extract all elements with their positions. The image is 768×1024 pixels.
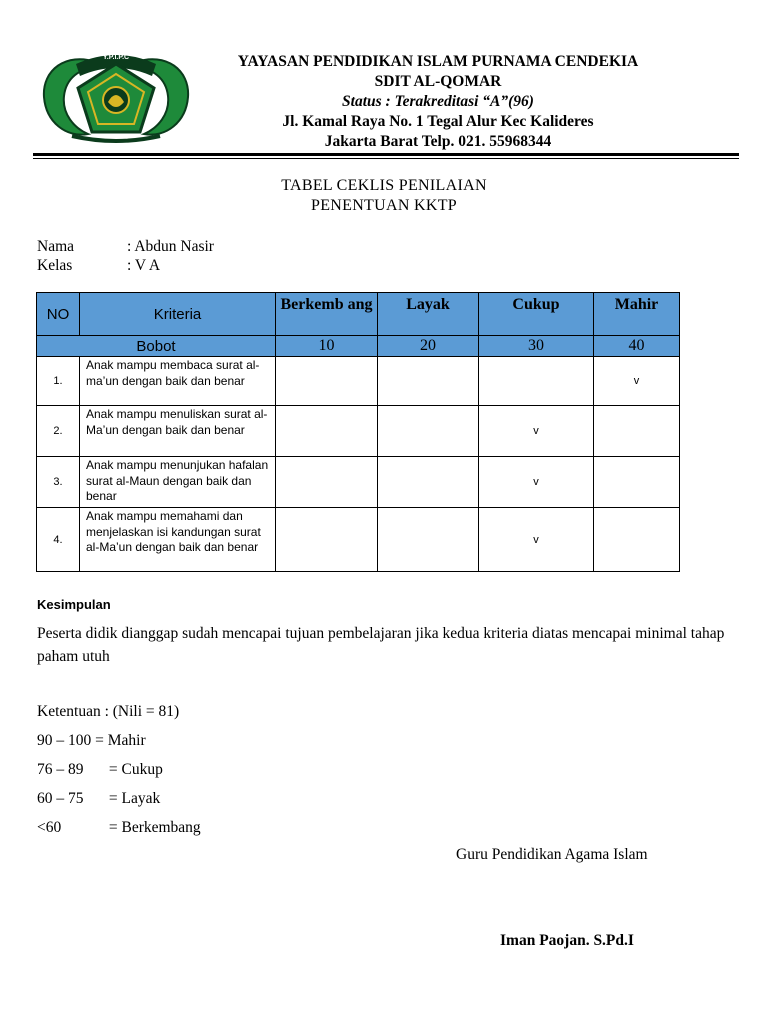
- table-row: [37, 406, 680, 457]
- class-label: Kelas: [37, 257, 73, 274]
- row-kriteria: Anak mampu menuliskan surat al-Ma’un dengan baik dan benar: [80, 406, 276, 457]
- signature-role: Guru Pendidikan Agama Islam: [456, 846, 648, 863]
- table-row: [37, 357, 680, 406]
- mark-layak: [378, 457, 479, 508]
- row-kriteria: Anak mampu menunjukan hafalan surat al-Maun dengan baik dan benar: [80, 457, 276, 508]
- mark-layak: [378, 357, 479, 406]
- range-value: <60: [37, 819, 62, 836]
- list-item: [37, 817, 201, 846]
- header-layak: Layak: [378, 293, 479, 336]
- mark-cukup: [479, 357, 594, 406]
- header-kriteria: Kriteria: [80, 293, 276, 336]
- mark-layak: [378, 406, 479, 457]
- signature-name: Iman Paojan. S.Pd.I: [500, 932, 634, 949]
- foundation-name: YAYASAN PENDIDIKAN ISLAM PURNAMA CENDEKIA: [237, 53, 639, 70]
- document-title: [0, 176, 768, 216]
- bobot-value: 40: [594, 336, 680, 357]
- title-line-1: TABEL CEKLIS PENILAIAN: [281, 177, 487, 194]
- mark-berkembang: [276, 457, 378, 508]
- school-city-phone: Jakarta Barat Telp. 021. 55968344: [324, 133, 552, 150]
- list-item: [37, 759, 201, 788]
- mark-mahir: [594, 406, 680, 457]
- table-row: [37, 508, 680, 572]
- name-label: Nama: [37, 238, 75, 255]
- header-divider-thick: [33, 153, 739, 156]
- kesimpulan-text: Peserta didik dianggap sudah mencapai tujuan pembelajaran jika kedua kriteria diatas mencapai minimal tahap paham utuh: [37, 625, 725, 665]
- row-kriteria: Anak mampu memahami dan menjelaskan isi kandungan surat al-Ma’un dengan baik dan benar: [80, 508, 276, 572]
- range-label: = Layak: [108, 790, 161, 807]
- list-item: [37, 788, 201, 817]
- range-label: = Cukup: [108, 761, 163, 778]
- mark-mahir: v: [594, 357, 680, 406]
- name-value: : Abdun Nasir: [127, 238, 214, 255]
- school-name: SDIT AL-QOMAR: [374, 73, 502, 90]
- mark-berkembang: [276, 406, 378, 457]
- mark-layak: [378, 508, 479, 572]
- list-item: [37, 730, 201, 759]
- assessment-table: [36, 292, 680, 572]
- school-address: Jl. Kamal Raya No. 1 Tegal Alur Kec Kalideres: [282, 113, 594, 130]
- letterhead: [200, 52, 676, 152]
- header-divider-thin: [33, 158, 739, 159]
- range-value: 76 – 89: [37, 761, 84, 778]
- table-header-row: [37, 293, 680, 336]
- range-label: = Berkembang: [108, 819, 201, 836]
- mark-mahir: [594, 508, 680, 572]
- kesimpulan-heading: Kesimpulan: [37, 597, 111, 612]
- range-value: 60 – 75: [37, 790, 84, 807]
- ketentuan-list: [37, 701, 201, 846]
- header-cukup: Cukup: [479, 293, 594, 336]
- mark-mahir: [594, 457, 680, 508]
- row-number: 3.: [37, 457, 80, 508]
- title-line-2: PENENTUAN KKTP: [311, 197, 457, 214]
- bobot-value: 30: [479, 336, 594, 357]
- mark-cukup: v: [479, 406, 594, 457]
- row-number: 2.: [37, 406, 80, 457]
- row-kriteria: Anak mampu membaca surat al-ma’un dengan baik dan benar: [80, 357, 276, 406]
- range-label: = Mahir: [95, 732, 146, 749]
- table-row: [37, 457, 680, 508]
- header-berkembang: Berkemb ang: [276, 293, 378, 336]
- class-value: : V A: [127, 257, 161, 274]
- range-value: 90 – 100: [37, 732, 92, 749]
- row-number: 4.: [37, 508, 80, 572]
- student-info: [37, 237, 214, 275]
- header-no: NO: [37, 293, 80, 336]
- bobot-value: 10: [276, 336, 378, 357]
- school-logo: [36, 42, 196, 146]
- bobot-label: Bobot: [37, 336, 276, 357]
- header-mahir: Mahir: [594, 293, 680, 336]
- ketentuan-title: Ketentuan : (Nili = 81): [37, 703, 180, 720]
- row-number: 1.: [37, 357, 80, 406]
- logo-text: Y.P.I.P.C: [102, 54, 130, 61]
- mark-berkembang: [276, 508, 378, 572]
- accreditation-status: Status : Terakreditasi “A”(96): [342, 93, 534, 110]
- mark-berkembang: [276, 357, 378, 406]
- mark-cukup: v: [479, 457, 594, 508]
- bobot-value: 20: [378, 336, 479, 357]
- bobot-row: [37, 336, 680, 357]
- mark-cukup: v: [479, 508, 594, 572]
